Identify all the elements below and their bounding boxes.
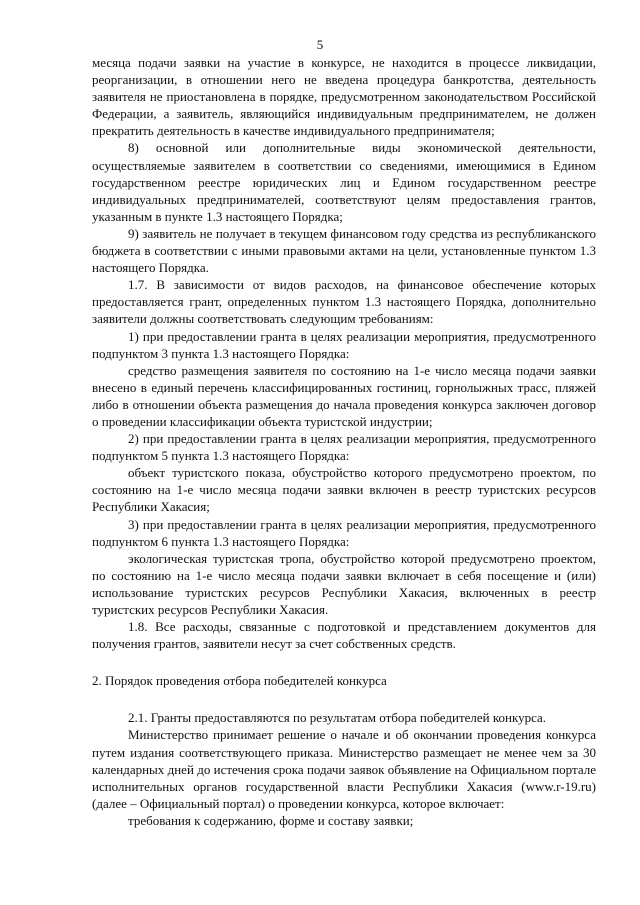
paragraph: 9) заявитель не получает в текущем финансовом году средства из республиканского бюджета в соответствии с иными правовыми актами на цели, установленные пунктом 1.3 настоящего Порядка. bbox=[92, 225, 596, 276]
paragraph: 1.7. В зависимости от видов расходов, на финансовое обеспечение которых предоставляется грант, определенных пунктом 1.3 настоящего Порядка, дополнительно заявители должны соответствовать следующим требованиям: bbox=[92, 277, 596, 327]
paragraph: 1) при предоставлении гранта в целях реализации мероприятия, предусмотренного подпунктом 3 пункта 1.3 настоящего Порядка: bbox=[92, 328, 596, 361]
paragraph: 3) при предоставлении гранта в целях реализации мероприятия, предусмотренного подпунктом 6 пункта 1.3 настоящего Порядка: bbox=[92, 516, 596, 549]
paragraph: экологическая туристская тропа, обустройство которой предусмотрено проектом, по состоянию на 1-е число месяца подачи заявки включает в себя посещение и (или) использование туристских ресурсов Республики Хакасия, включенных в реестр туристских ресурсов Республики Хакасия. bbox=[92, 550, 596, 617]
paragraph: 1.8. Все расходы, связанные с подготовкой и представлением документов для получения грантов, заявители несут за счет собственных средств. bbox=[92, 619, 596, 652]
paragraph: требования к содержанию, форме и составу заявки; bbox=[128, 812, 414, 828]
page-number: 5 bbox=[316, 37, 324, 52]
paragraphs-after bbox=[92, 709, 596, 829]
paragraph: объект туристского показа, обустройство которого предусмотрено проектом, по состоянию на 1-е число месяца подачи заявки включен в реестр туристских ресурсов Республики Хакасия; bbox=[92, 465, 596, 515]
paragraph: Министерство принимает решение о начале и об окончании проведения конкурса путем издания соответствующего приказа. Министерство размещает не менее чем за 30 календарных дней до истечения срока подачи заявок объявление на Официальном портале исполнительных органов государственной власти Республики Хакасия (www.r-19.ru) (далее – Официальный портал) о проведении конкурса, которое включает: bbox=[92, 727, 596, 811]
paragraph: месяца подачи заявки на участие в конкурсе, не находится в процессе ликвидации, реорганизации, в отношении него не введена процедура банкротства, деятельность заявителя не приостановлена в порядке, предусмотренном законодательством Российской Федерации, а заявитель, являющийся индивидуальным предпринимателем, не должен прекратить деятельность в качестве индивидуального предпринимателя; bbox=[92, 55, 596, 139]
document-body bbox=[92, 54, 596, 829]
paragraphs-before bbox=[92, 54, 596, 652]
paragraph: средство размещения заявителя по состоянию на 1-е число месяца подачи заявки внесено в единый перечень классифицированных гостиниц, горнолыжных трасс, пляжей либо в отношении объекта размещения до начала проведения конкурса заключен договор о проведении классификации объекта туристской индустрии; bbox=[92, 362, 596, 429]
paragraph: 2.1. Гранты предоставляются по результатам отбора победителей конкурса. bbox=[128, 710, 547, 726]
paragraph: 8) основной или дополнительные виды экономической деятельности, осуществляемые заявителем в соответствии со сведениями, имеющимися в Едином государственном реестре юридических лиц и Едином государственном реестре индивидуальных предпринимателей, соответствуют целям предоставления грантов, указанным в пункте 1.3 настоящего Порядка; bbox=[92, 140, 596, 224]
paragraph: 2) при предоставлении гранта в целях реализации мероприятия, предусмотренного подпунктом 5 пункта 1.3 настоящего Порядка: bbox=[92, 431, 596, 464]
section-heading: 2. Порядок проведения отбора победителей конкурса bbox=[92, 673, 387, 689]
